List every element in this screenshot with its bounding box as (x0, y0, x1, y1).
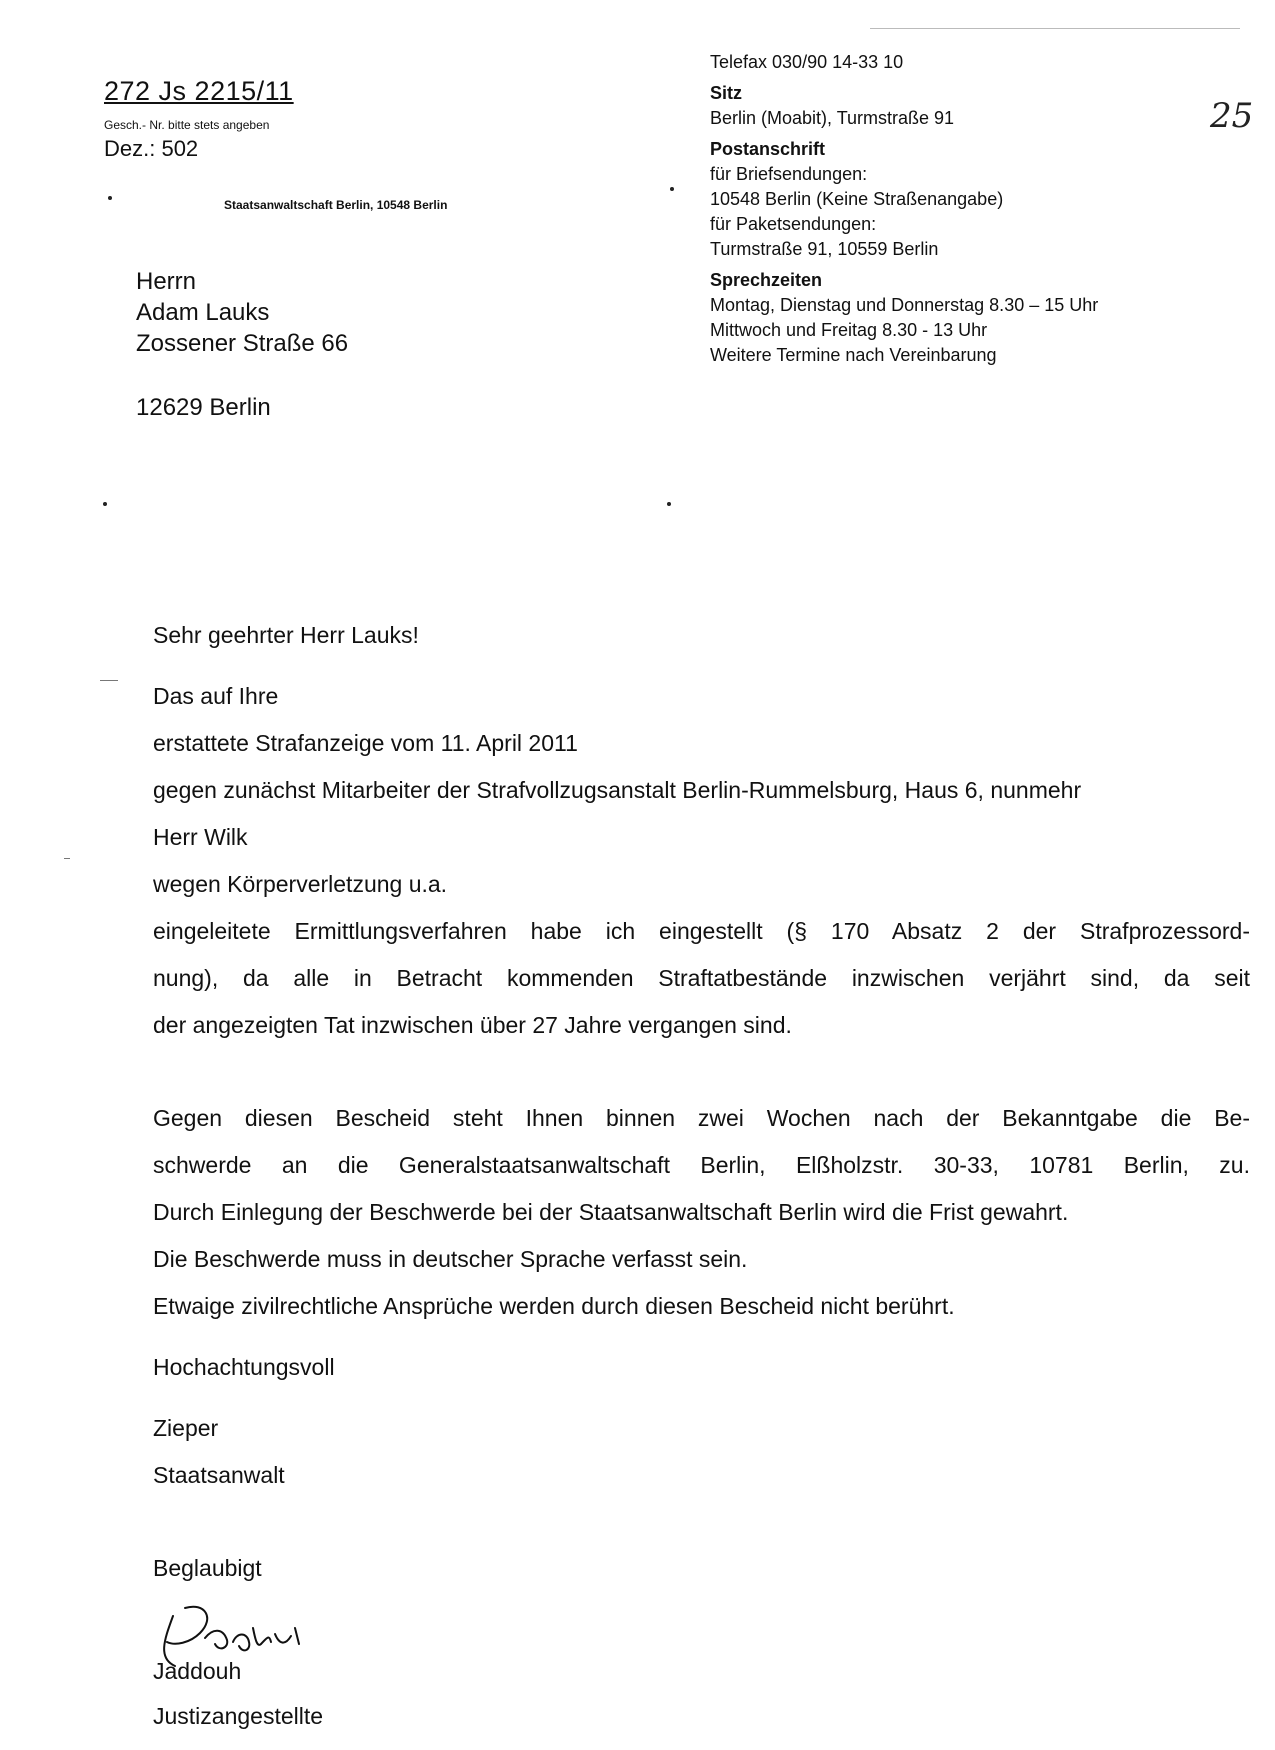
fold-mark (103, 502, 107, 506)
body-line: Die Beschwerde muss in deutscher Sprache verfasst sein. (153, 1246, 748, 1272)
sprechzeiten-line-2: Mittwoch und Freitag 8.30 - 13 Uhr (710, 320, 988, 340)
fold-mark (670, 187, 674, 191)
fold-mark (64, 858, 70, 859)
fold-mark (100, 680, 118, 681)
recipient-salutation: Herrn (136, 268, 197, 295)
telefax: Telefax 030/90 14-33 10 (710, 52, 904, 72)
brief-value: 10548 Berlin (Keine Straßenangabe) (710, 189, 1004, 209)
body-line: der angezeigten Tat inzwischen über 27 Jahre vergangen sind. (153, 1012, 792, 1038)
signer-name: Zieper (153, 1415, 219, 1441)
body-line: nung), da alle in Betracht kommenden Straftatbestände inzwischen verjährt sind, da seit (153, 965, 1250, 991)
aktenzeichen: 272 Js 2215/11 (104, 76, 294, 106)
body-line: Herr Wilk (153, 824, 248, 850)
recipient-name: Adam Lauks (136, 299, 270, 326)
body-line: Durch Einlegung der Beschwerde bei der Staatsanwaltschaft Berlin wird die Frist gewahrt. (153, 1199, 1069, 1225)
certified-label: Beglaubigt (153, 1555, 262, 1581)
body-line: eingeleitete Ermittlungsverfahren habe ich eingestellt (§ 170 Absatz 2 der Strafprozessord- (153, 918, 1250, 944)
body-line: Gegen diesen Bescheid steht Ihnen binnen zwei Wochen nach der Bekanntgabe die Be- (153, 1105, 1250, 1131)
recipient-address (136, 266, 348, 359)
letter-body (153, 612, 1250, 1592)
sitz-value: Berlin (Moabit), Turmstraße 91 (710, 108, 955, 128)
scan-edge-mark (870, 28, 1240, 29)
greeting: Sehr geehrter Herr Lauks! (153, 622, 419, 648)
paket-value: Turmstraße 91, 10559 Berlin (710, 239, 939, 259)
fold-mark (667, 502, 671, 506)
body-line: wegen Körperverletzung u.a. (153, 871, 448, 897)
aktenzeichen-hint: Gesch.- Nr. bitte stets angeben (104, 118, 270, 132)
sprechzeiten-line-1: Montag, Dienstag und Donnerstag 8.30 – 15 Uhr (710, 295, 1099, 315)
body-line: Das auf Ihre (153, 683, 279, 709)
certifier-title: Justizangestellte (153, 1703, 324, 1729)
body-line: Etwaige zivilrechtliche Ansprüche werden durch diesen Bescheid nicht berührt. (153, 1293, 955, 1319)
signer-title: Staatsanwalt (153, 1462, 285, 1488)
postanschrift-label: Postanschrift (710, 139, 826, 159)
closing: Hochachtungsvoll (153, 1354, 335, 1380)
sitz-label: Sitz (710, 83, 743, 103)
recipient-street: Zossener Straße 66 (136, 330, 349, 357)
paket-label: für Paketsendungen: (710, 214, 877, 234)
body-line: erstattete Strafanzeige vom 11. April 2011 (153, 730, 578, 756)
office-info (710, 50, 1230, 368)
sender-return-line: Staatsanwaltschaft Berlin, 10548 Berlin (224, 198, 448, 212)
body-line: gegen zunächst Mitarbeiter der Strafvollzugsanstalt Berlin-Rummelsburg, Haus 6, nunmehr (153, 777, 1082, 803)
recipient-city: 12629 Berlin (136, 394, 271, 421)
sprechzeiten-label: Sprechzeiten (710, 270, 823, 290)
fold-mark (108, 196, 112, 200)
sprechzeiten-line-3: Weitere Termine nach Vereinbarung (710, 345, 997, 365)
certifier-name: Jaddouh (153, 1658, 242, 1684)
brief-label: für Briefsendungen: (710, 164, 868, 184)
body-line: schwerde an die Generalstaatsanwaltschaft Berlin, Elßholzstr. 30-33, 10781 Berlin, zu. (153, 1152, 1250, 1178)
dezernat: Dez.: 502 (104, 136, 199, 161)
handwritten-page-number: 25 (1210, 96, 1254, 136)
